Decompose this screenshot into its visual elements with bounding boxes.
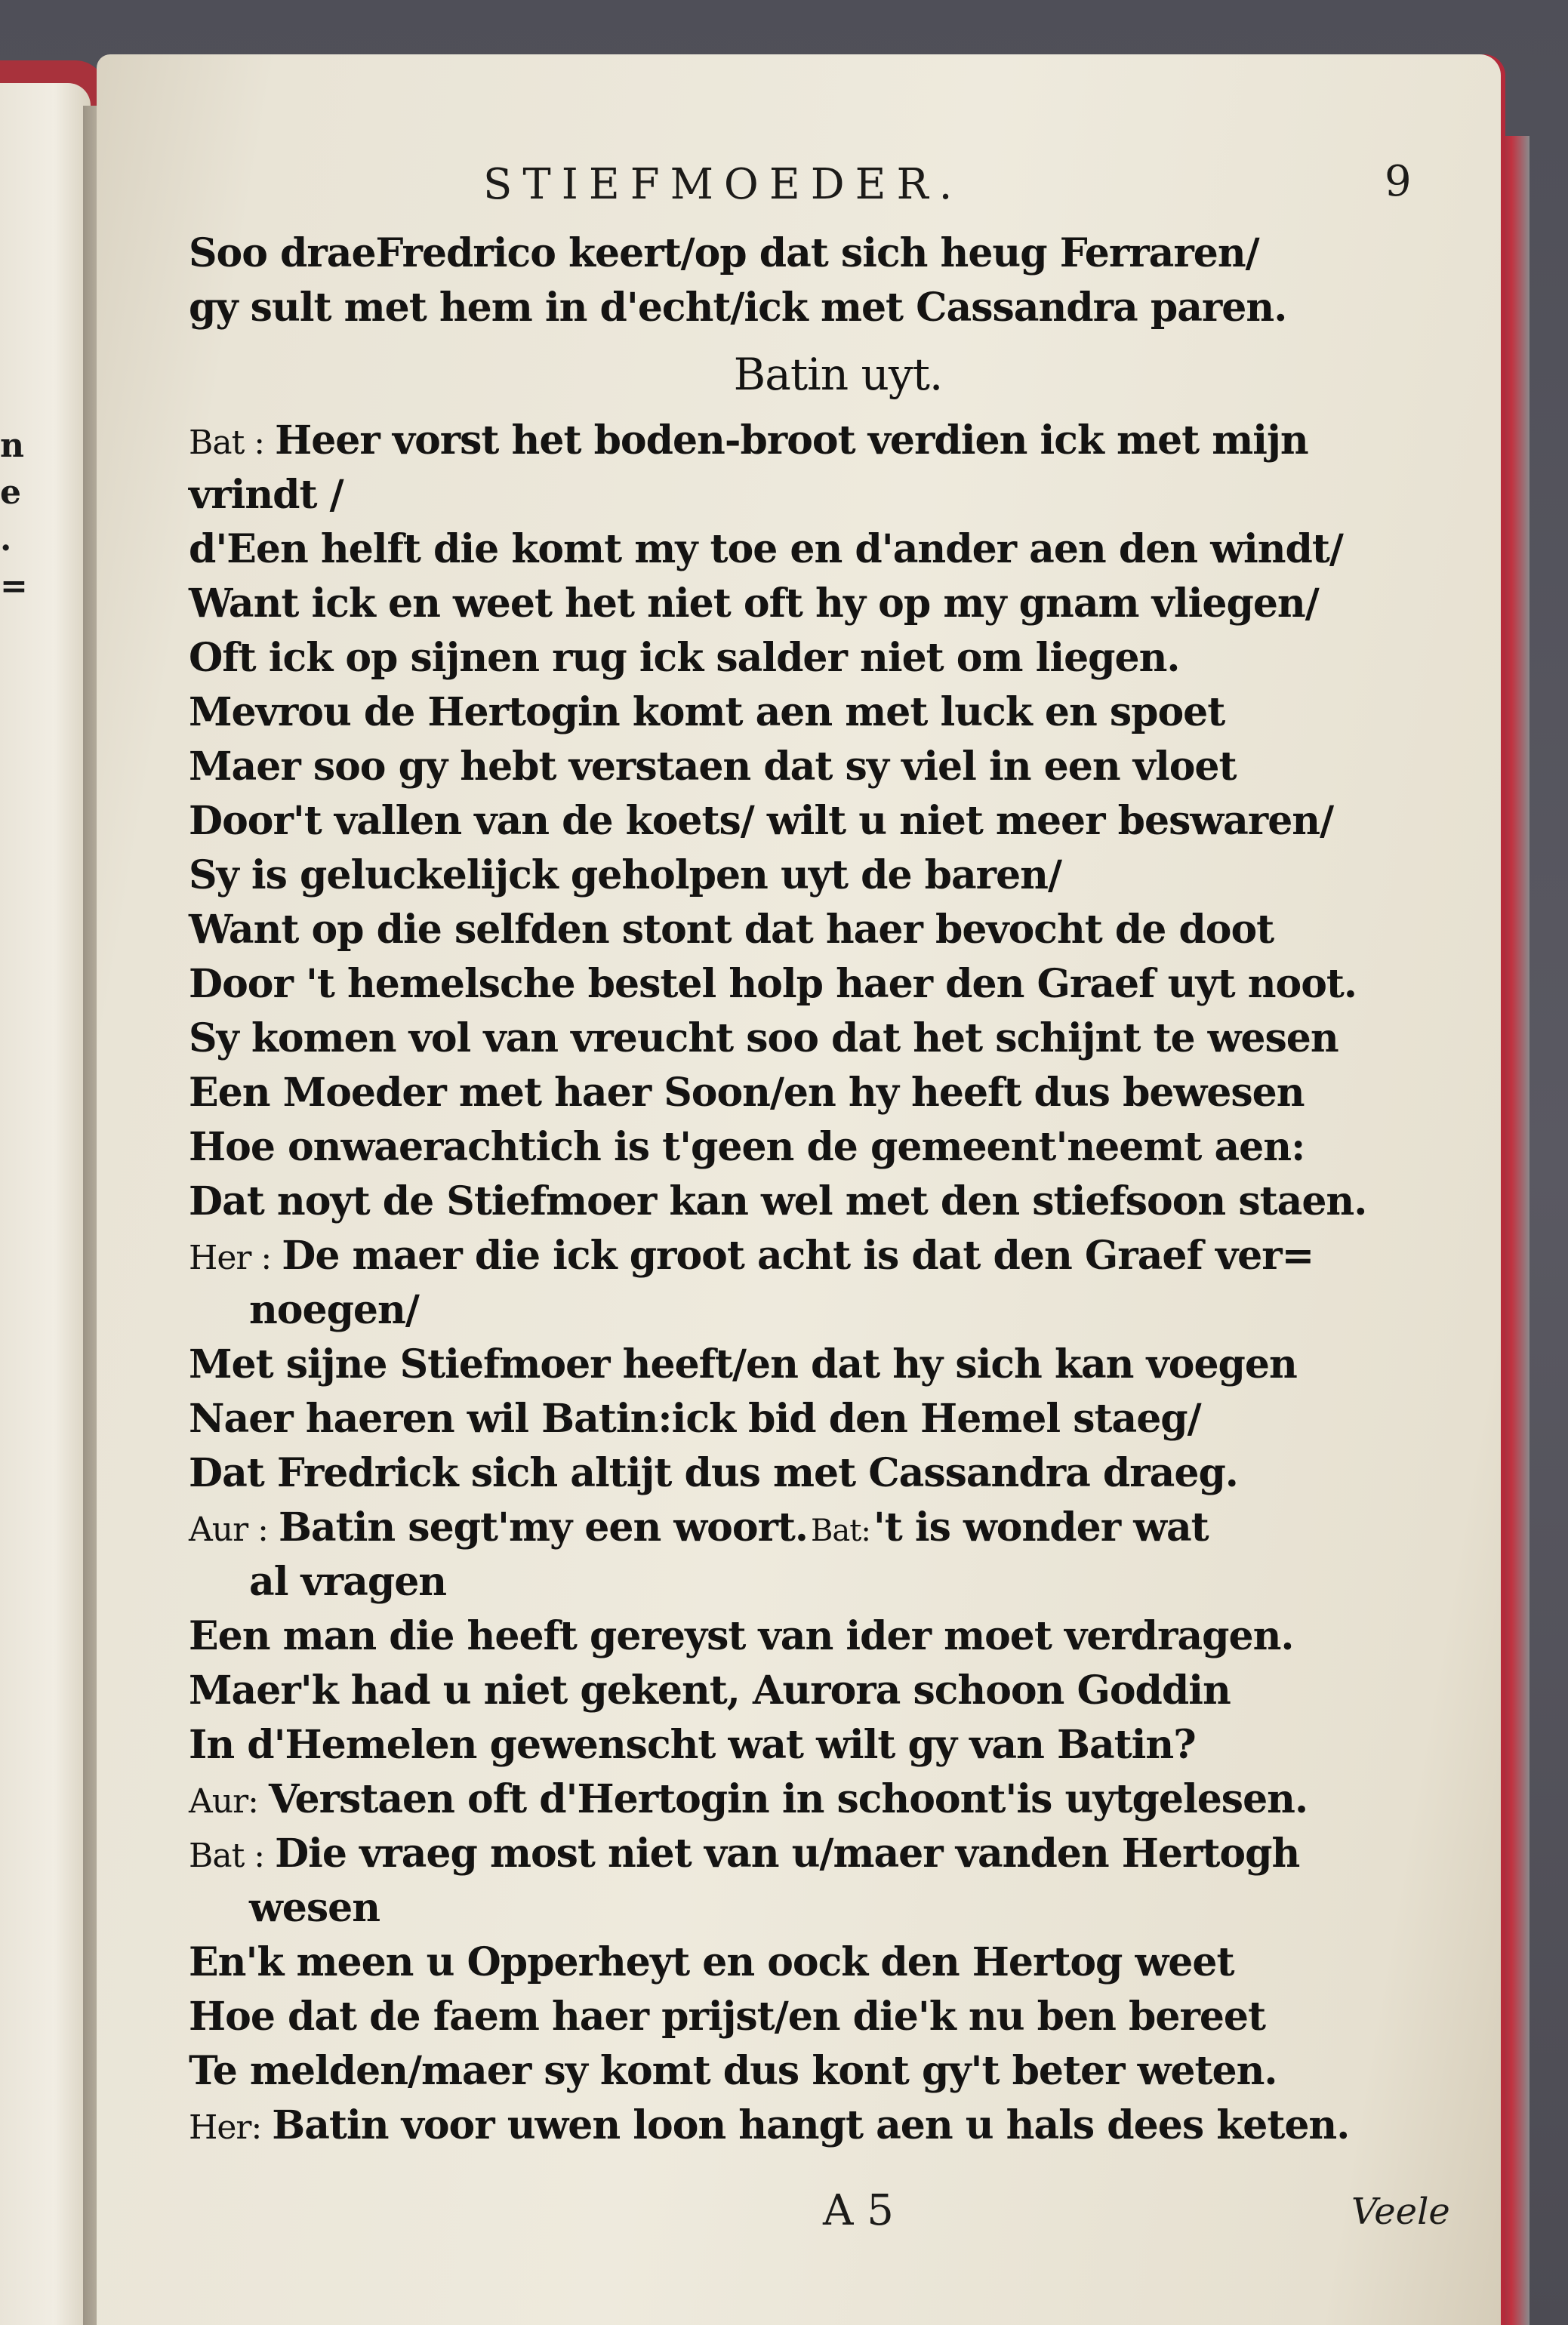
verse-line	[189, 577, 1457, 631]
left-page-fragments	[0, 423, 30, 610]
speaker-label: Bat:	[811, 1514, 870, 1548]
line-text: d'Een helft die komt my toe en d'ander aen den windt/	[189, 526, 1343, 572]
line-text: Een Moeder met haer Soon/en hy heeft dus bewesen	[189, 1070, 1305, 1116]
line-text: Heer vorst het boden-broot verdien ick met mijn	[275, 417, 1308, 463]
verse-line	[189, 522, 1457, 577]
line-text: Door 't hemelsche bestel holp haer den Graef uyt noot.	[189, 961, 1357, 1007]
line-text: Want op die selfden stont dat haer bevocht de doot	[189, 907, 1274, 953]
line-text: Mevrou de Hertogin komt aen met luck en spoet	[189, 689, 1225, 735]
verse-text	[189, 226, 1457, 2153]
verse-line	[189, 1501, 1457, 1555]
speaker-label: Bat :	[189, 1837, 265, 1875]
line-text: wesen	[249, 1885, 380, 1931]
line-text: Door't vallen van de koets/ wilt u niet meer beswaren/	[189, 798, 1334, 844]
line-text: En'k meen u Opperheyt en oock den Hertog weet	[189, 1939, 1234, 1985]
line-text: Sy komen vol van vreucht soo dat het schijnt te wesen	[189, 1015, 1338, 1061]
line-text: Verstaen oft d'Hertogin in schoont'is uytgelesen.	[268, 1776, 1308, 1822]
line-text: vrindt /	[189, 472, 343, 518]
line-text: Dat Fredrick sich altijt dus met Cassandra draeg.	[189, 1450, 1238, 1496]
verse-line	[189, 1881, 1457, 1935]
line-text: Oft ick op sijnen rug ick salder niet om liegen.	[189, 635, 1180, 681]
verse-line	[189, 1772, 1457, 1827]
left-fragment: =	[0, 567, 28, 605]
verse-line	[189, 2044, 1457, 2099]
left-fragment: e	[0, 473, 21, 512]
verse-line	[189, 1338, 1457, 1392]
line-text: De maer die ick groot acht is dat den Graef ver=	[282, 1233, 1314, 1279]
line-text: Want ick en weet het niet oft hy op my gnam vliegen/	[189, 580, 1319, 627]
page-number: 9	[1385, 157, 1412, 206]
verse-line	[189, 1935, 1457, 1990]
verse-line	[189, 281, 1457, 335]
running-title: STIEFMOEDER.	[483, 160, 963, 209]
verse-line	[189, 794, 1457, 848]
speaker-label: Her :	[189, 1239, 272, 1277]
line-text: Met sijne Stiefmoer heeft/en dat hy sich kan voegen	[189, 1341, 1297, 1387]
verse-line	[189, 414, 1457, 468]
line-text: Hoe onwaerachtich is t'geen de gemeent'neemt aen:	[189, 1124, 1305, 1170]
page-edge	[1499, 136, 1529, 2325]
verse-line	[189, 957, 1457, 1012]
speaker-label: Her:	[189, 2108, 262, 2147]
verse-line	[189, 468, 1457, 522]
verse-line	[189, 226, 1457, 281]
verse-line	[189, 1066, 1457, 1120]
verse-line	[189, 1718, 1457, 1772]
line-text: Maer'k had u niet gekent, Aurora schoon Goddin	[189, 1668, 1231, 1714]
line-text: gy sult met hem in d'echt/ick met Cassandra paren.	[189, 285, 1287, 331]
catchword: Veele	[1351, 2191, 1450, 2233]
line-text: Een man die heeft gereyst van ider moet verdragen.	[189, 1613, 1294, 1659]
line-text: al vragen	[249, 1559, 447, 1605]
line-text: Sy is geluckelijck geholpen uyt de baren/	[189, 852, 1061, 898]
line-text: Maer soo gy hebt verstaen dat sy viel in een vloet	[189, 744, 1237, 790]
speaker-label: Bat :	[189, 423, 265, 462]
verse-line	[189, 1283, 1457, 1338]
signature-mark: A 5	[823, 2186, 894, 2235]
verse-line	[189, 1827, 1457, 1881]
verse-line	[189, 1012, 1457, 1066]
verse-line	[189, 1664, 1457, 1718]
verse-line	[189, 1175, 1457, 1229]
line-text: Batin voor uwen loon hangt aen u hals dees keten.	[272, 2102, 1350, 2148]
line-text: Die vraeg most niet van u/maer vanden Hertogh	[275, 1831, 1300, 1877]
verse-line	[189, 1555, 1457, 1609]
line-text: noegen/	[249, 1287, 419, 1333]
verse-line	[189, 1120, 1457, 1175]
scene-heading	[189, 335, 1457, 414]
verse-line	[189, 1392, 1457, 1446]
verse-line	[189, 740, 1457, 794]
verse-line	[189, 2099, 1457, 2153]
left-page	[0, 83, 91, 2325]
verse-line	[189, 1229, 1457, 1283]
line-text: In d'Hemelen gewenscht wat wilt gy van Batin?	[189, 1722, 1196, 1768]
line-text: Soo draeFredrico keert/op dat sich heug Ferraren/	[189, 230, 1259, 276]
verse-line	[189, 631, 1457, 685]
line-text: Hoe dat de faem haer prijst/en die'k nu ben bereet	[189, 1994, 1266, 2040]
line-text: Batin uyt.	[733, 349, 943, 400]
line-text: 't is wonder wat	[873, 1504, 1209, 1551]
verse-line	[189, 1446, 1457, 1501]
verse-line	[189, 1990, 1457, 2044]
line-text: Naer haeren wil Batin:ick bid den Hemel staeg/	[189, 1396, 1201, 1442]
left-fragment: .	[0, 520, 12, 559]
verse-line	[189, 848, 1457, 903]
line-text: Te melden/maer sy komt dus kont gy't beter weten.	[189, 2048, 1277, 2094]
line-text: Batin segt'my een woort.	[278, 1504, 809, 1551]
verse-line	[189, 903, 1457, 957]
speaker-label: Aur :	[189, 1510, 268, 1549]
verse-line	[189, 685, 1457, 740]
line-text: Dat noyt de Stiefmoer kan wel met den stiefsoon staen.	[189, 1178, 1367, 1224]
left-fragment: n	[0, 427, 24, 465]
verse-line	[189, 1609, 1457, 1664]
speaker-label: Aur:	[189, 1782, 258, 1821]
